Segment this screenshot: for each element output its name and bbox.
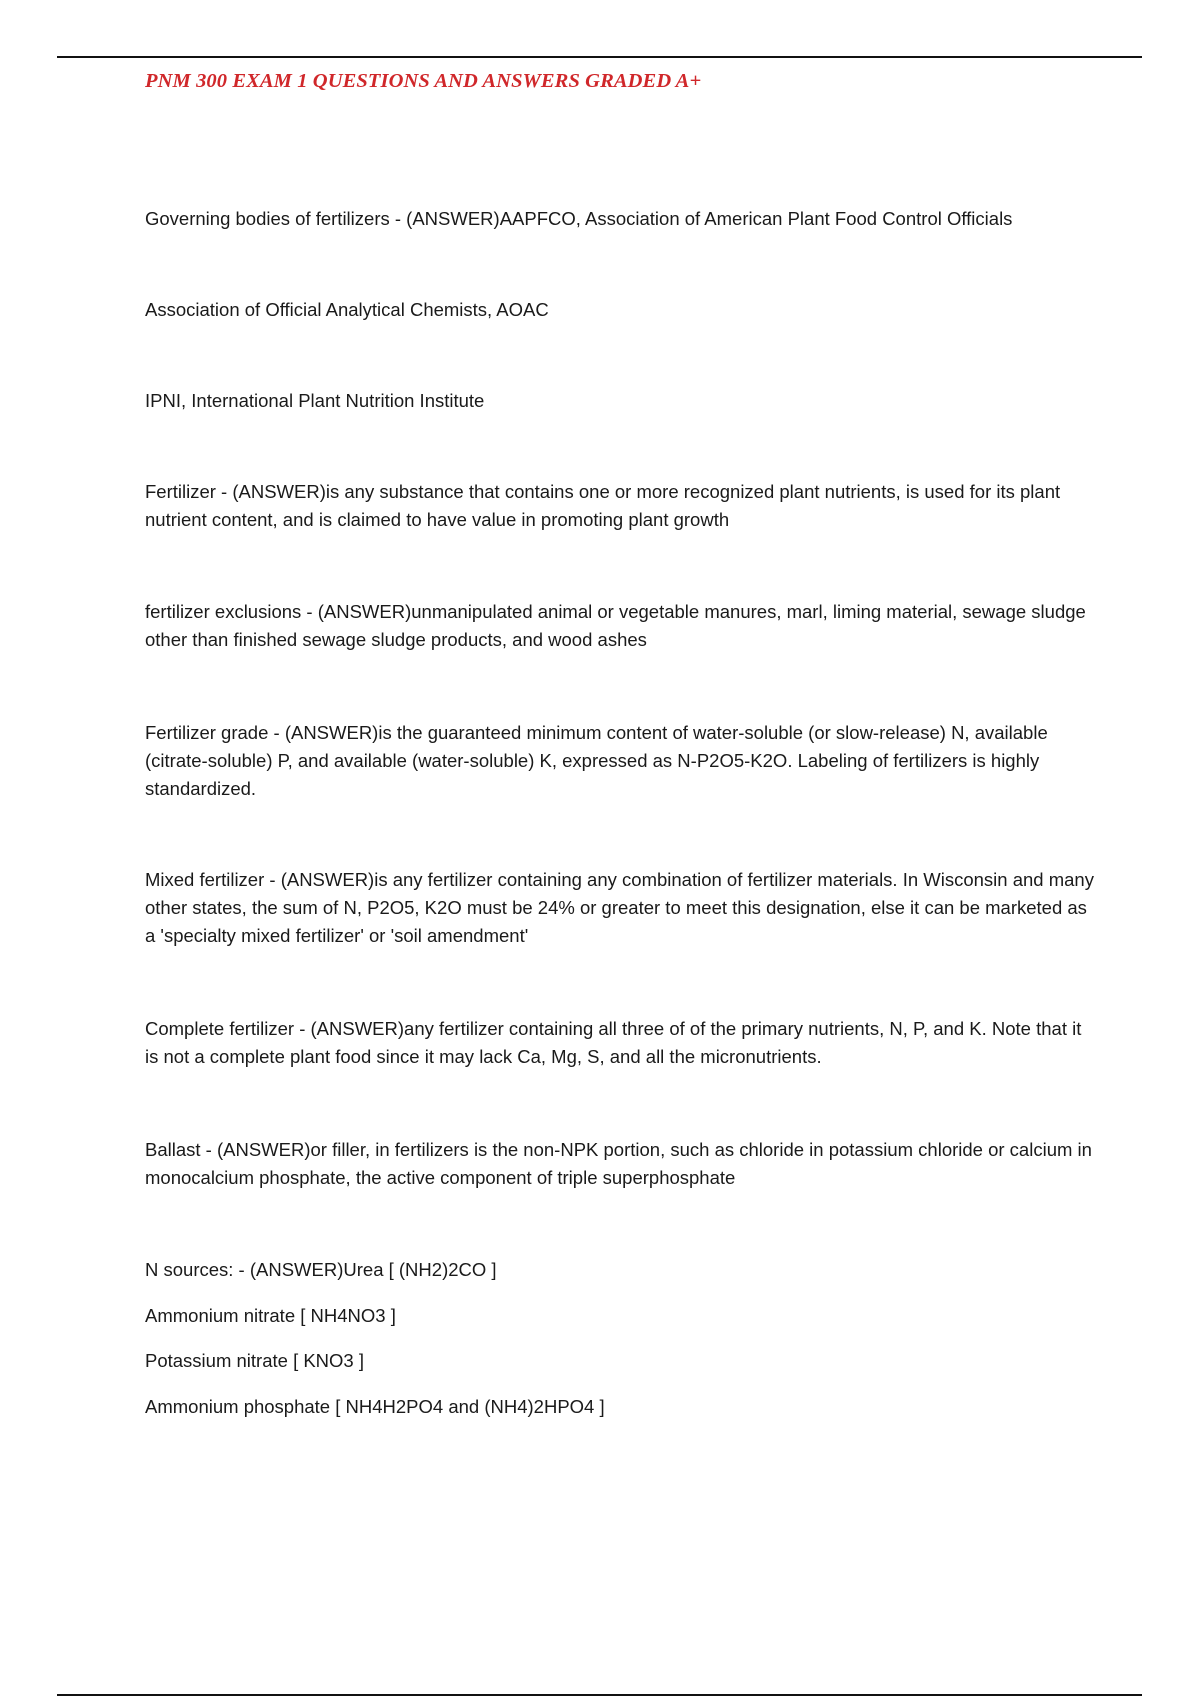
paragraph-ipni: IPNI, International Plant Nutrition Institute <box>145 390 485 411</box>
paragraph-aoac: Association of Official Analytical Chemists, AOAC <box>145 299 549 320</box>
list-item-ammonium-phosphate: Ammonium phosphate [ NH4H2PO4 and (NH4)2HPO4 ] <box>145 1396 605 1417</box>
paragraph-fertilizer: Fertilizer - (ANSWER)is any substance that contains one or more recognized plant nutrients, is used for its plant nutrient content, and is claimed to have value in promoting plant growth <box>145 481 1061 530</box>
document-title: PNM 300 EXAM 1 QUESTIONS AND ANSWERS GRADED A+ <box>145 70 702 92</box>
paragraph-ballast: Ballast - (ANSWER)or filler, in fertilizers is the non-NPK portion, such as chloride in potassium chloride or calcium in monocalcium phosphate, the active component of triple superphosphate <box>145 1139 1092 1188</box>
list-item-potassium-nitrate: Potassium nitrate [ KNO3 ] <box>145 1350 365 1371</box>
paragraph-complete-fertilizer: Complete fertilizer - (ANSWER)any fertilizer containing all three of of the primary nutrients, N, P, and K. Note that it is not a complete plant food since it may lack Ca, Mg, S, and all the micronutrients. <box>145 1018 1082 1067</box>
top-rule <box>57 56 1142 58</box>
paragraph-n-sources: N sources: - (ANSWER)Urea [ (NH2)2CO ] <box>145 1259 497 1280</box>
paragraph-governing-bodies: Governing bodies of fertilizers - (ANSWER)AAPFCO, Association of American Plant Food Control Officials <box>145 208 1013 229</box>
paragraph-fertilizer-grade: Fertilizer grade - (ANSWER)is the guaranteed minimum content of water-soluble (or slow-release) N, available (citrate-soluble) P, and available (water-soluble) K, expressed as N-P2O5-K2O. Labeling of fertilizers is highly standardized. <box>145 722 1048 799</box>
bottom-rule <box>57 1694 1142 1696</box>
paragraph-mixed-fertilizer: Mixed fertilizer - (ANSWER)is any fertilizer containing any combination of fertilizer materials. In Wisconsin and many other states, the sum of N, P2O5, K2O must be 24% or greater to meet this designation, else it can be marketed as a 'specialty mixed fertilizer' or 'soil amendment' <box>145 869 1094 946</box>
list-item-ammonium-nitrate: Ammonium nitrate [ NH4NO3 ] <box>145 1305 396 1326</box>
paragraph-fertilizer-exclusions: fertilizer exclusions - (ANSWER)unmanipulated animal or vegetable manures, marl, liming material, sewage sludge other than finished sewage sludge products, and wood ashes <box>145 601 1086 650</box>
